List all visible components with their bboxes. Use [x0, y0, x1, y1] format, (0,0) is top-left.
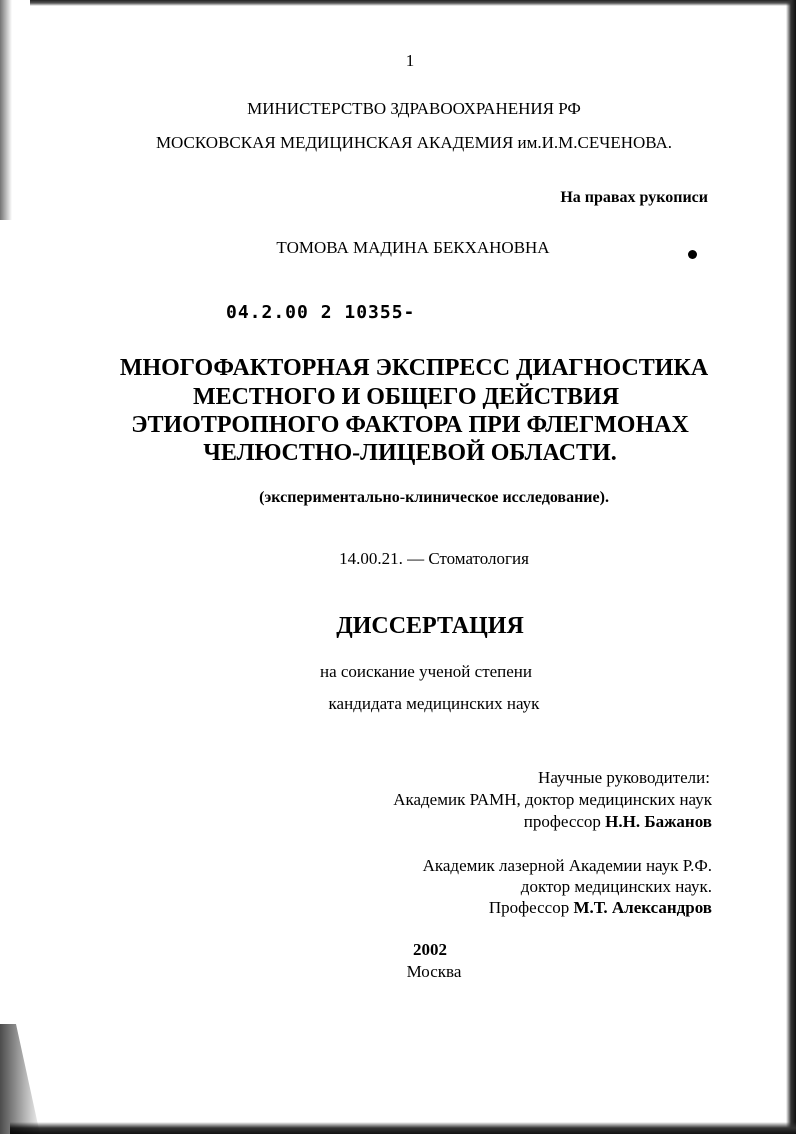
- degree-line: кандидата медицинских наук: [328, 694, 540, 713]
- dissertation-title-line: ЧЕЛЮСТНО-ЛИЦЕВОЙ ОБЛАСТИ.: [203, 440, 617, 466]
- library-stamp: 04.2.00 2 10355-: [226, 302, 416, 323]
- ministry-heading: МИНИСТЕРСТВО ЗДРАВООХРАНЕНИЯ РФ: [247, 99, 581, 118]
- city: Москва: [406, 962, 462, 981]
- page-number: 1: [405, 51, 415, 70]
- supervisor-name: М.Т. Александров: [573, 898, 712, 917]
- scan-edge-bottom: [10, 1122, 796, 1134]
- supervisor-title: Академик РАМН, доктор медицинских наук: [393, 790, 712, 809]
- supervisor-rank: профессор: [523, 812, 601, 831]
- dissertation-subtitle: (экспериментально-клиническое исследование).: [259, 489, 609, 506]
- scan-edge-top: [30, 0, 796, 6]
- supervisors-heading: Научные руководители:: [538, 768, 710, 787]
- supervisor-name-line: [0, 897, 712, 919]
- degree-line: на соискание ученой степени: [319, 662, 533, 681]
- supervisor-degree: доктор медицинских наук.: [520, 877, 712, 896]
- specialty-code: 14.00.21. — Стоматология: [339, 549, 529, 568]
- manuscript-note: На правах рукописи: [560, 189, 708, 206]
- year: 2002: [413, 940, 447, 959]
- author-name: ТОМОВА МАДИНА БЕКХАНОВНА: [276, 238, 550, 257]
- academy-heading: МОСКОВСКАЯ МЕДИЦИНСКАЯ АКАДЕМИЯ им.И.М.СЕЧЕНОВА.: [155, 133, 673, 152]
- supervisor-title: Академик лазерной Академии наук Р.Ф.: [422, 856, 712, 875]
- supervisor-rank: Профессор: [488, 898, 570, 917]
- supervisor-name-line: [0, 811, 712, 833]
- document-type: ДИССЕРТАЦИЯ: [336, 613, 524, 639]
- dissertation-title-line: МНОГОФАКТОРНАЯ ЭКСПРЕСС ДИАГНОСТИКА: [119, 355, 709, 381]
- scan-edge-left-corner: [0, 1024, 40, 1134]
- dissertation-title-line: ЭТИОТРОПНОГО ФАКТОРА ПРИ ФЛЕГМОНАХ: [131, 412, 689, 438]
- dissertation-title-line: МЕСТНОГО И ОБЩЕГО ДЕЙСТВИЯ: [192, 384, 620, 410]
- supervisor-name: Н.Н. Бажанов: [605, 812, 712, 831]
